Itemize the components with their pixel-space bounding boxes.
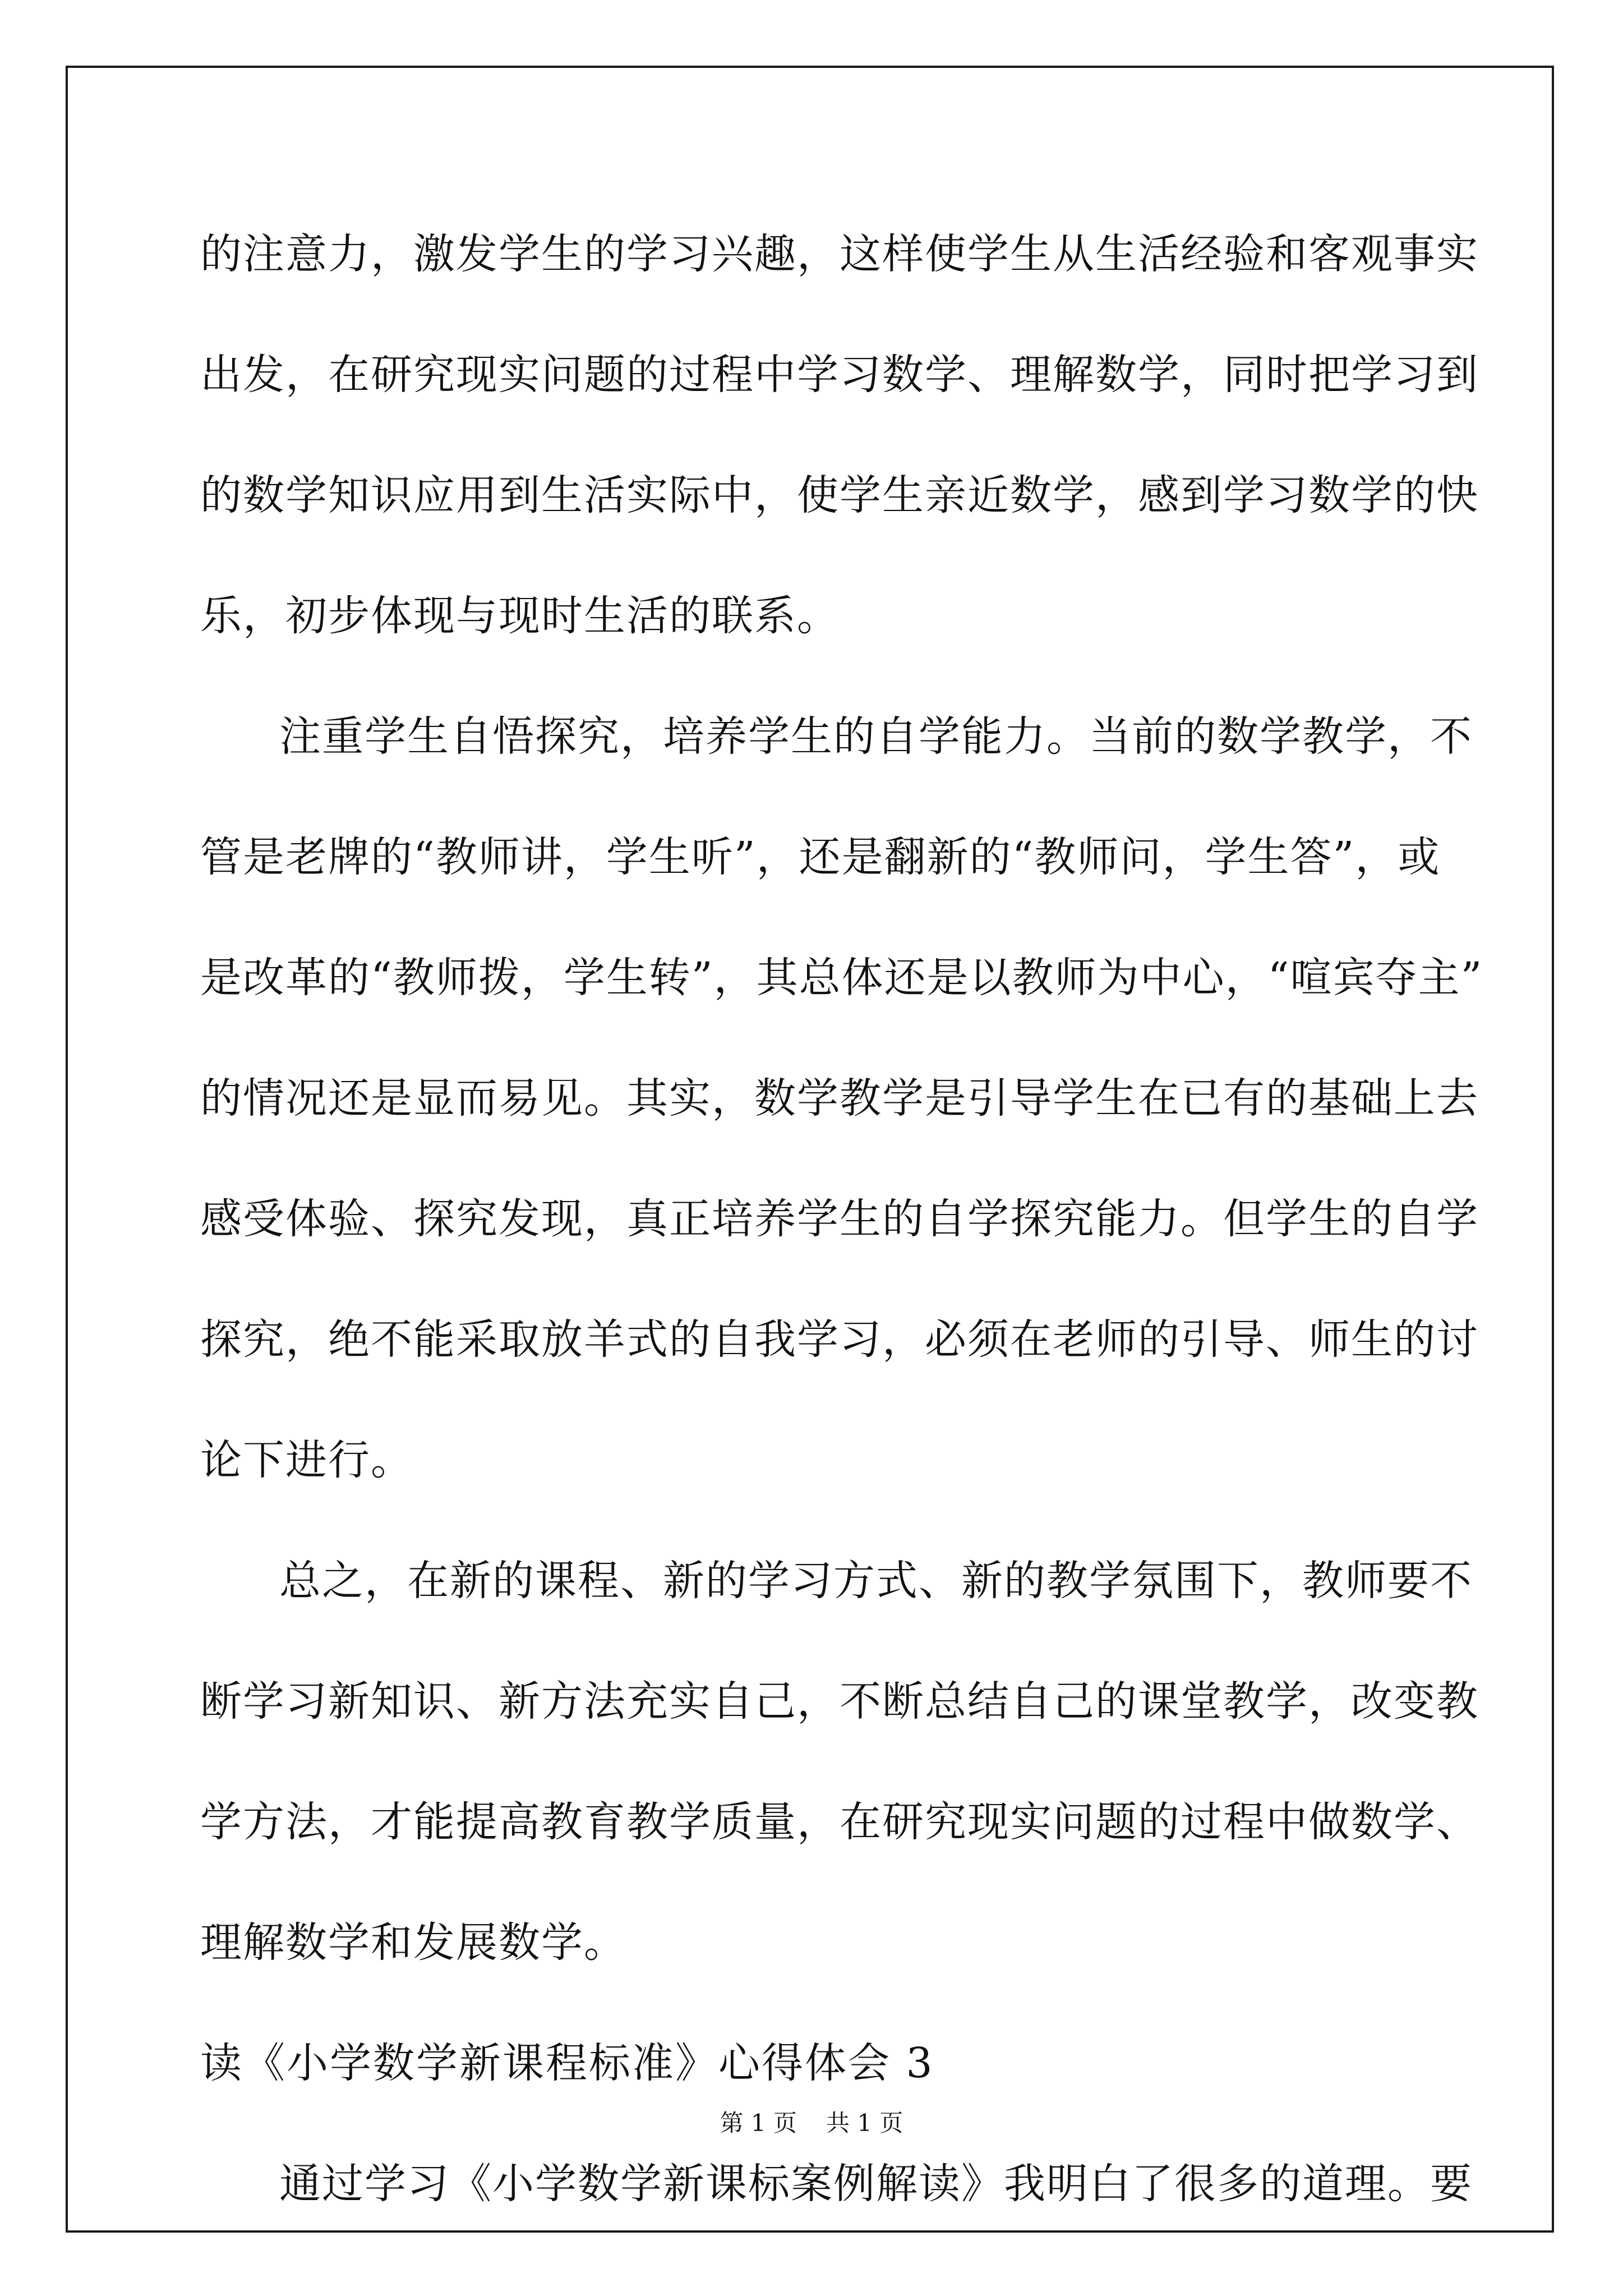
paragraph-first-line: 注重学生自悟探究，培养学生的自学能力。当前的数学教学，不: [279, 712, 1473, 761]
paragraph-first-line: 总之，在新的课程、新的学习方式、新的教学氛围下，教师要不: [279, 1557, 1473, 1605]
text-line: 乐，初步体现与现时生活的联系。: [200, 592, 840, 640]
text-line: 理解数学和发展数学。: [200, 1918, 626, 1967]
text-line: 探究，绝不能采取放羊式的自我学习，必须在老师的引导、师生的讨: [200, 1315, 1479, 1364]
text-line: 管是老牌的“教师讲，学生听”，还是翻新的“教师问，学生答”，或: [200, 833, 1441, 881]
page-total: 共 1 页: [826, 2109, 903, 2137]
text-line: 的情况还是显而易见。其实，数学教学是引导学生在已有的基础上去: [200, 1074, 1479, 1122]
text-line: 的注意力，激发学生的学习兴趣，这样使学生从生活经验和客观事实: [200, 230, 1479, 278]
section-heading: 读《小学数学新课程标准》心得体会 3: [200, 2039, 934, 2087]
paragraph-first-line: 通过学习《小学数学新课标案例解读》我明白了很多的道理。要: [279, 2160, 1473, 2208]
text-line: 的数学知识应用到生活实际中，使学生亲近数学，感到学习数学的快: [200, 471, 1479, 519]
text-line: 是改革的“教师拨，学生转”，其总体还是以教师为中心，“喧宾夺主”: [200, 954, 1483, 1002]
text-line: 论下进行。: [200, 1436, 413, 1484]
document-body: [200, 212, 1483, 2262]
text-line: 出发，在研究现实问题的过程中学习数学、理解数学，同时把学习到: [200, 351, 1479, 399]
page-footer: [0, 2106, 1623, 2140]
page-number: 第 1 页: [720, 2109, 797, 2137]
text-line: 断学习新知识、新方法充实自己，不断总结自己的课堂教学，改变教: [200, 1677, 1479, 1726]
text-line: 感受体验、探究发现，真正培养学生的自学探究能力。但学生的自学: [200, 1195, 1479, 1243]
text-line: 学方法，才能提高教育教学质量，在研究现实问题的过程中做数学、: [200, 1798, 1479, 1846]
